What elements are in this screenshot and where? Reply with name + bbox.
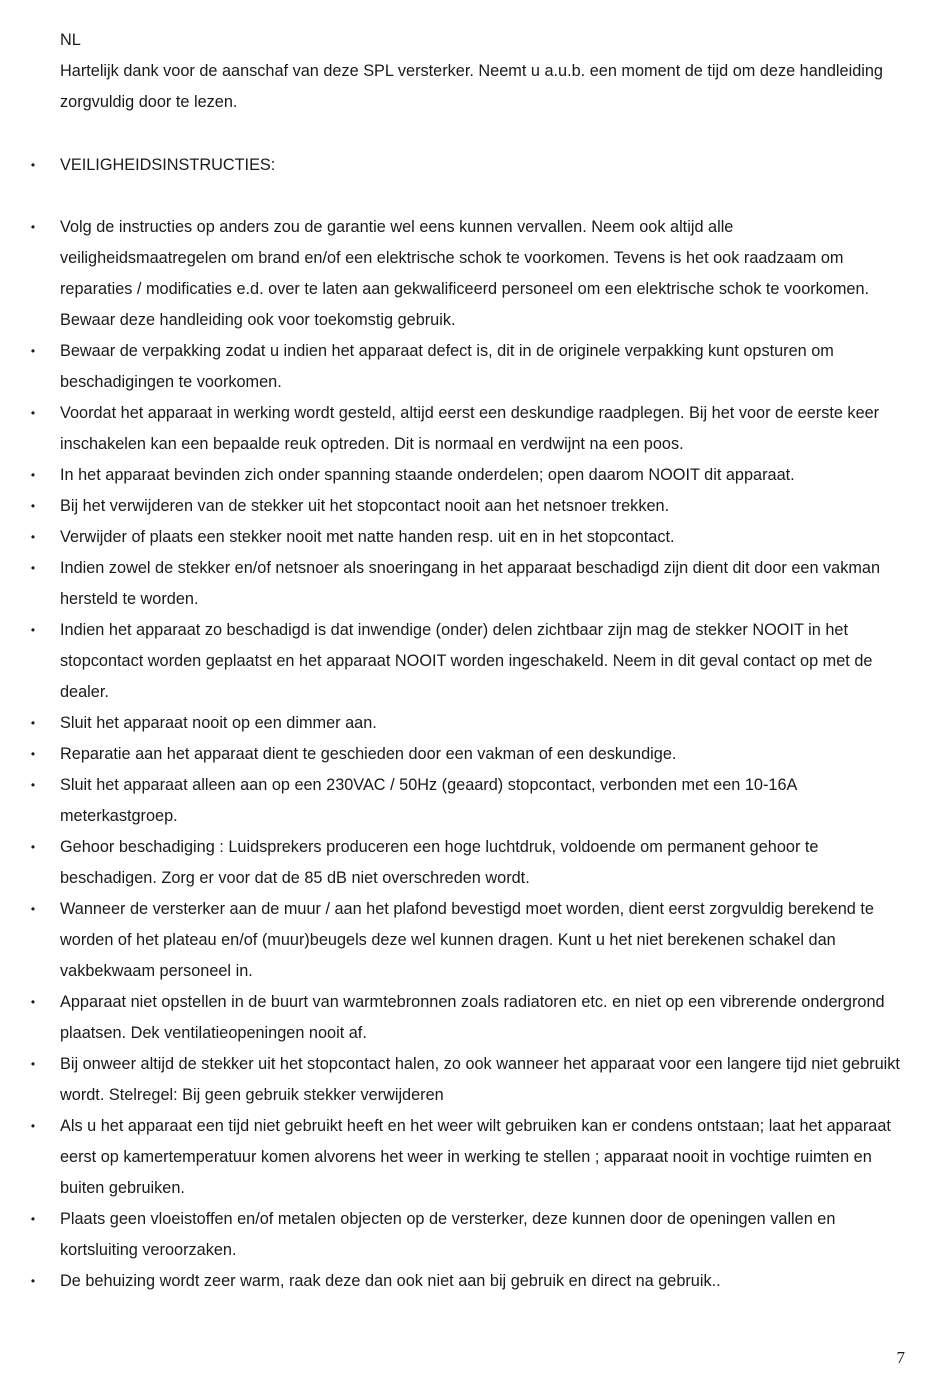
bullet-icon: • bbox=[30, 840, 36, 854]
list-item-text: De behuizing wordt zeer warm, raak deze dan ook niet aan bij gebruik en direct na gebruik.. bbox=[60, 1272, 721, 1290]
list-item-text: Wanneer de versterker aan de muur / aan het plafond bevestigd moet worden, dient eerst zorgvuldig berekend te worden of het plateau en/of (muur)beugels deze wel kunnen dragen. Kunt u het niet berekenen schakel dan vakbekwaam personeel in. bbox=[60, 900, 874, 980]
list-item-text: Reparatie aan het apparaat dient te geschieden door een vakman of een deskundige. bbox=[60, 745, 677, 763]
intro-paragraph: Hartelijk dank voor de aanschaf van deze SPL versterker. Neemt u a.u.b. een moment de tijd om deze handleiding zorgvuldig door te lezen. bbox=[60, 62, 883, 111]
list-item-text: Sluit het apparaat nooit op een dimmer aan. bbox=[60, 714, 377, 732]
list-item-text: Sluit het apparaat alleen aan op een 230VAC / 50Hz (geaard) stopcontact, verbonden met een 10-16A meterkastgroep. bbox=[60, 776, 797, 825]
language-label: NL bbox=[60, 31, 81, 49]
bullet-icon: • bbox=[30, 747, 36, 761]
bullet-icon: • bbox=[30, 530, 36, 544]
bullet-icon: • bbox=[30, 1119, 36, 1133]
bullet-icon: • bbox=[30, 778, 36, 792]
list-item-text: Bij onweer altijd de stekker uit het stopcontact halen, zo ook wanneer het apparaat voor een langere tijd niet gebruikt wordt. Stelregel: Bij geen gebruik stekker verwijderen bbox=[60, 1055, 900, 1104]
list-item-text: Verwijder of plaats een stekker nooit met natte handen resp. uit en in het stopcontact. bbox=[60, 528, 675, 546]
bullet-icon: • bbox=[30, 344, 36, 358]
page-number: 7 bbox=[896, 1348, 905, 1367]
bullet-icon: • bbox=[30, 468, 36, 482]
bullet-icon: • bbox=[30, 1212, 36, 1226]
bullet-icon: • bbox=[30, 499, 36, 513]
list-item-text: In het apparaat bevinden zich onder spanning staande onderdelen; open daarom NOOIT dit apparaat. bbox=[60, 466, 795, 484]
bullet-icon: • bbox=[30, 623, 36, 637]
bullet-icon: • bbox=[30, 716, 36, 730]
list-item-text: Apparaat niet opstellen in de buurt van warmtebronnen zoals radiatoren etc. en niet op een vibrerende ondergrond plaatsen. Dek ventilatieopeningen nooit af. bbox=[60, 993, 885, 1042]
section-heading: VEILIGHEIDSINSTRUCTIES: bbox=[60, 156, 276, 174]
bullet-icon: • bbox=[30, 902, 36, 916]
list-item-text: Bewaar de verpakking zodat u indien het apparaat defect is, dit in de originele verpakking kunt opsturen om beschadigingen te voorkomen. bbox=[60, 342, 834, 391]
bullet-icon: • bbox=[30, 561, 36, 575]
bullet-icon: • bbox=[30, 1274, 36, 1288]
bullet-icon: • bbox=[30, 995, 36, 1009]
list-item-text: Bij het verwijderen van de stekker uit het stopcontact nooit aan het netsnoer trekken. bbox=[60, 497, 670, 515]
list-item-text: Indien het apparaat zo beschadigd is dat inwendige (onder) delen zichtbaar zijn mag de stekker NOOIT in het stopcontact worden geplaatst en het apparaat NOOIT worden ingeschakeld. Neem in dit geval contact op met de dealer. bbox=[60, 621, 873, 701]
list-item-text: Volg de instructies op anders zou de garantie wel eens kunnen vervallen. Neem ook altijd alle veiligheidsmaatregelen om brand en/of een elektrische schok te voorkomen. Tevens is het ook raadzaam om reparaties / modificaties e.d. over te laten aan gekwalificeerd personeel om een elektrische schok te voorkomen. Bewaar deze handleiding ook voor toekomstig gebruik. bbox=[60, 218, 870, 329]
list-item-text: Plaats geen vloeistoffen en/of metalen objecten op de versterker, deze kunnen door de openingen vallen en kortsluiting veroorzaken. bbox=[60, 1210, 836, 1259]
bullet-icon: • bbox=[30, 158, 36, 172]
bullet-icon: • bbox=[30, 1057, 36, 1071]
list-item-text: Gehoor beschadiging : Luidsprekers produceren een hoge luchtdruk, voldoende om permanent gehoor te beschadigen. Zorg er voor dat de 85 dB niet overschreden wordt. bbox=[60, 838, 819, 887]
list-item-text: Voordat het apparaat in werking wordt gesteld, altijd eerst een deskundige raadplegen. Bij het voor de eerste keer inschakelen kan een bepaalde reuk optreden. Dit is normaal en verdwijnt na een poos. bbox=[60, 404, 880, 453]
bullet-icon: • bbox=[30, 220, 36, 234]
bullet-icon: • bbox=[30, 406, 36, 420]
list-item-text: Indien zowel de stekker en/of netsnoer als snoeringang in het apparaat beschadigd zijn dient dit door een vakman hersteld te worden. bbox=[60, 559, 881, 608]
list-item-text: Als u het apparaat een tijd niet gebruikt heeft en het weer wilt gebruiken kan er condens ontstaan; laat het apparaat eerst op kamertemperatuur komen alvorens het weer in werking te stellen ; apparaat nooit in vochtige ruimten en buiten gebruiken. bbox=[60, 1117, 891, 1197]
